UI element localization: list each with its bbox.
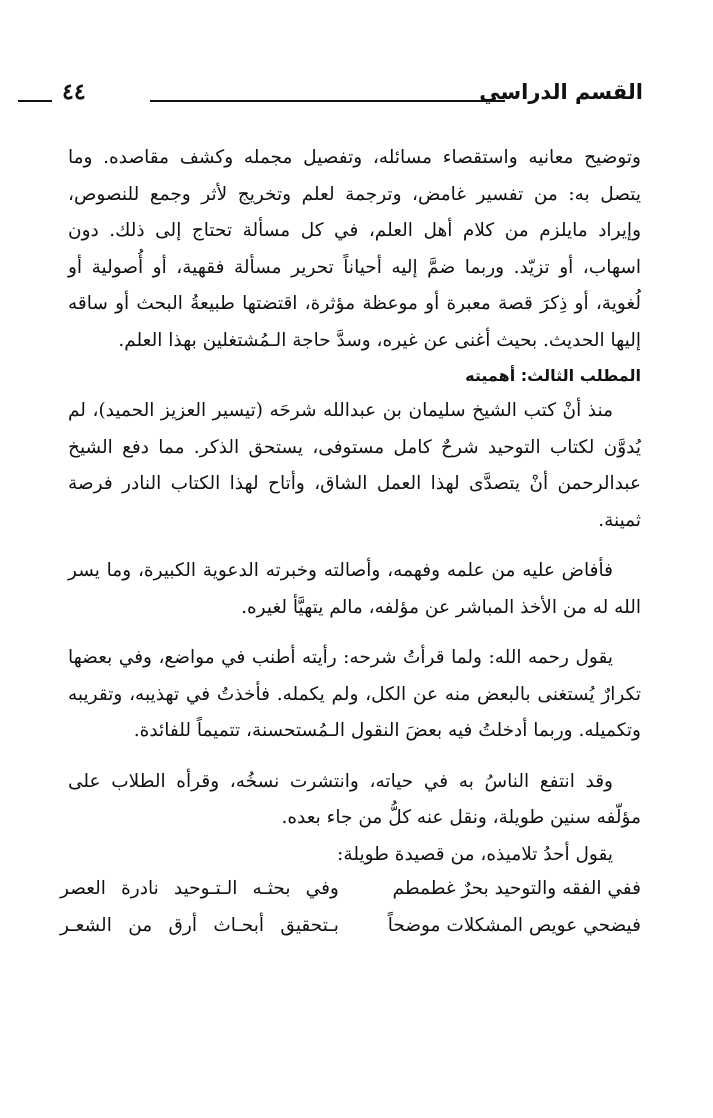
verse-first-hemistich: فيضحي عويص المشكلات موضحاً [387,915,641,936]
paragraph: فأفاض عليه من علمه وفهمه، وأصالته وخبرته الدعوية الكبيرة، وما يسر الله له من الأخذ المباشر عن مؤلفه، مالم يتهيَّأ لغيره. [68,560,641,618]
paragraph: وتوضيح معانيه واستقصاء مسائله، وتفصيل مجمله وكشف مقاصده. وما يتصل به: من تفسير غامض، وترجمة لعلم وتخريج لأثر وجمع للنصوص، وإيراد مايلزم من كلام أهل العلم، في كل مسألة تحتاج إلى ذلك. دون اسهاب، أو تزيّد. وربما ضمَّ إليه أحياناً تحرير مسألة فقهية، أو أُصولية أو لُغوية، أو ذِكرَ قصة معبرة أو موعظة مؤثرة، اقتضتها طبيعةُ البحث أو ساقه إليها الحديث. بحيث أغنى عن غيره، وسدَّ حاجة الـمُشتغلين بهذا العلم. [68,147,641,351]
body-text [68,140,641,873]
header-rule [150,100,505,102]
header-title: القسم الدراسي [479,80,643,104]
paragraph: يقول أحدُ تلاميذه، من قصيدة طويلة: [337,843,613,865]
poem-verse [60,907,641,944]
verse-second-hemistich: وفي بحثـه الـتـوحيد نادرة العصر [60,878,339,899]
verse-first-hemistich: ففي الفقه والتوحيد بحرٌ غطمطم [392,878,641,899]
header-rule-short [18,100,52,102]
paragraph: منذ أنْ كتب الشيخ سليمان بن عبدالله شرحَه (تيسير العزيز الحميد)، لم يُدوَّن لكتاب التوحيد شرحٌ كامل مستوفى، يستحق الذكر. مما دفع الشيخ عبدالرحمن أنْ يتصدَّى لهذا العمل الشاق، وأتاح لهذا الكتاب النادر فرصة ثمينة. [68,400,641,531]
paragraph: يقول رحمه الله: ولما قرأتُ شرحه: رأيته أطنب في مواضع، وفي بعضها تكرارٌ يُستغنى بالبعض منه عن الكل، ولم يكمله. فأخذتُ في تهذيبه، وتقريبه وتكميله. وربما أدخلتُ فيه بعضَ النقول الـمُستحسنة، تتميماً للفائدة. [68,647,641,741]
page-number: ٤٤ [62,79,86,105]
poem [60,870,641,944]
paragraph: وقد انتفع الناسُ به في حياته، وانتشرت نسخُه، وقرأه الطلاب على مؤلّفه سنين طويلة، ونقل عنه كلُّ من جاء بعده. [68,770,641,828]
running-header [18,78,643,112]
section-heading: المطلب الثالث: أهميته [465,366,641,385]
poem-verse [60,870,641,907]
verse-second-hemistich: بـتحقيق أبحـاث أرق من الشعـر [60,915,339,936]
